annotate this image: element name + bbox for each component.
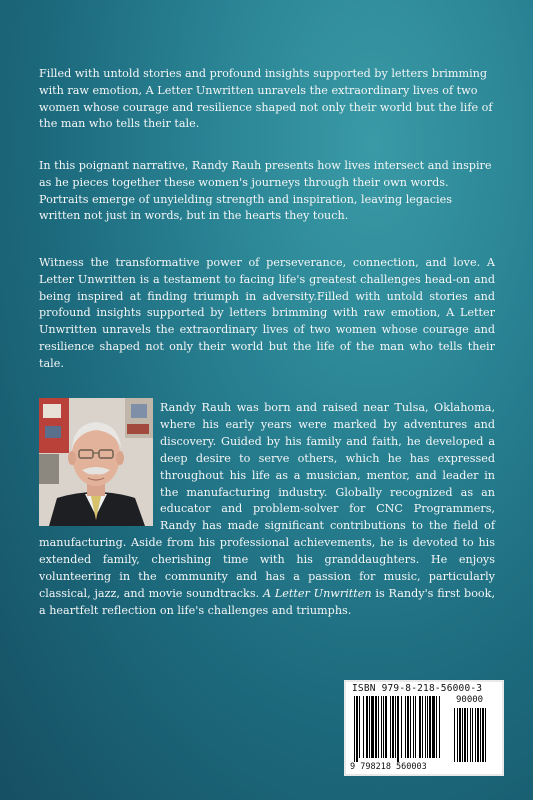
author-bio-text-2: is Randy's first book, a heartfelt reflection on life's challenges and triumphs. (39, 586, 496, 617)
barcode-bar (371, 696, 374, 758)
barcode-addon-bar (457, 708, 458, 762)
barcode-addon-bar (462, 708, 463, 762)
barcode-bar (395, 696, 396, 758)
author-bio (39, 400, 495, 620)
barcode-bar (397, 696, 399, 762)
barcode-addon-bar (467, 708, 468, 762)
barcode-bar (378, 696, 379, 758)
barcode-bar (381, 696, 382, 758)
barcode-bar (383, 696, 384, 758)
barcode-bar (401, 696, 402, 758)
blurb-paragraph-2: In this poignant narrative, Randy Rauh presents how lives intersect and inspire as he pieces together these women's journeys through their own words. Portraits emerge of unyielding strength and inspiration, leaving legacies written not just in words, but in the hearts they touch. (39, 159, 492, 223)
barcode-addon-bar (482, 708, 484, 762)
barcode-bar (425, 696, 426, 758)
barcode-addon-bar (480, 708, 481, 762)
barcode-addon-number: 90000 (456, 695, 484, 705)
barcode-bar (427, 696, 428, 758)
barcode-bar (366, 696, 368, 758)
barcode-addon-bar (475, 708, 476, 762)
barcode-addon-bar (472, 708, 473, 762)
barcode-bar (405, 696, 406, 758)
barcode-bar (415, 696, 416, 758)
barcode-addon-bar (470, 708, 471, 762)
barcode-bar (363, 696, 364, 758)
blurb-paragraph-3: Witness the transformative power of perseverance, connection, and love. A Letter Unwritten is a testament to facing life's greatest challenges head-on and being inspired at finding triumph in adversity.Filled with untold stories and profound insights supported by letters brimming with raw emotion, A Letter Unwritten unravels the extraordinary lives of two women whose courage and resilience shaped not only their world but the life of the man who tells their tale. (39, 256, 495, 370)
isbn-barcode (344, 680, 504, 776)
barcode-addon-bar (454, 708, 455, 762)
barcode-bar (359, 696, 360, 758)
author-bio-book-title: A Letter Unwritten (262, 586, 372, 600)
barcode-bar (413, 696, 414, 758)
barcode-digits: 9 798218 560003 (350, 762, 427, 772)
barcode-addon-bar (464, 708, 466, 762)
author-bio-text-1: Randy Rauh was born and raised near Tulsa, Oklahoma, where his early years were marked by adventures and discovery. Guided by his family and faith, he developed a deep desire to serve others, which he has expressed throughout his life as a musician, mentor, and leader in the manufacturing industry. Globally recognized as an educator and problem-solver for CNC Programmers, Randy has made significant contributions to the field of manufacturing. Aside from his professional achievements, he is devoted to his extended family, cherishing time with his granddaughters. He enjoys volunteering in the community and has a passion for music, particularly classical, jazz, and movie soundtracks. (39, 401, 495, 600)
isbn-label: ISBN 979-8-218-56000-3 (352, 683, 483, 694)
blurb-paragraph-1: Filled with untold stories and profound insights supported by letters brimming with raw emotion, A Letter Unwritten unravels the extraordinary lives of two women whose courage and resilience shaped not only their world but the life of the man who tells their tale. (39, 67, 493, 131)
barcode-addon-bar (485, 708, 486, 762)
barcode-bar (410, 696, 411, 758)
barcode-bars-graphic (346, 682, 502, 774)
barcode-bar (375, 696, 377, 758)
barcode-bar (356, 696, 358, 762)
barcode-bar (432, 696, 435, 758)
barcode-bar (436, 696, 437, 758)
barcode-bar (429, 696, 431, 758)
barcode-addon-bar (459, 708, 461, 762)
barcode-bar (369, 696, 370, 758)
barcode-bar (385, 696, 387, 758)
barcode-bar (354, 696, 355, 762)
barcode-addon-bar (477, 708, 479, 762)
barcode-bar (407, 696, 409, 758)
barcode-bar (419, 696, 421, 758)
barcode-bar (422, 696, 423, 758)
barcode-bar (390, 696, 391, 758)
barcode-bar (392, 696, 394, 758)
barcode-bar (439, 696, 440, 758)
